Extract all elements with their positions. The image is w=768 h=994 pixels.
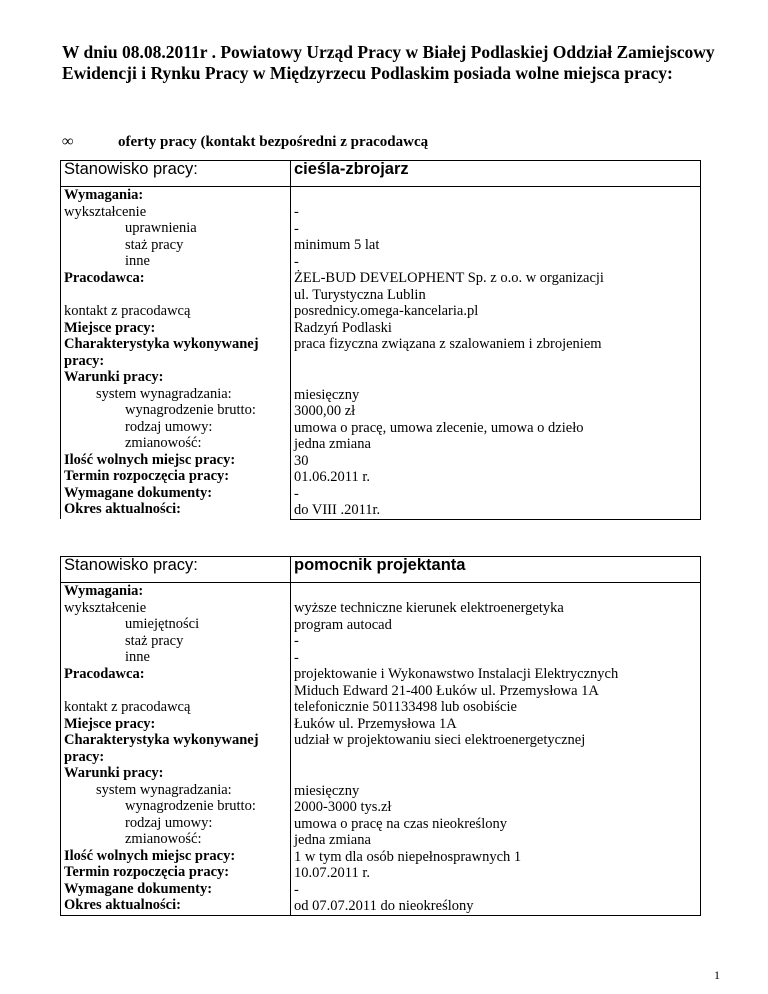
experience-label: staż pracy bbox=[125, 632, 184, 649]
shifts-value: jedna zmiana bbox=[294, 832, 371, 848]
education-value: - bbox=[294, 204, 299, 220]
bullet-text: oferty pracy (kontakt bezpośredni z pracodawcą bbox=[118, 133, 429, 150]
vacancies-label: Ilość wolnych miejsc pracy: bbox=[64, 847, 236, 864]
table-row bbox=[61, 187, 701, 520]
experience-value: - bbox=[294, 633, 299, 649]
documents-value: - bbox=[294, 485, 299, 502]
employer-address: ul. Turystyczna Lublin bbox=[294, 286, 426, 303]
validity-value: od 07.07.2011 do nieokreślony bbox=[294, 898, 474, 914]
salary-system-label: system wynagradzania: bbox=[96, 385, 232, 402]
employer-name: ŻEL-BUD DEVELOPHENT Sp. z o.o. w organizacji bbox=[294, 270, 604, 286]
experience-label: staż pracy bbox=[125, 236, 184, 253]
contract-type-value: umowa o pracę, umowa zlecenie, umowa o dzieło bbox=[294, 419, 584, 436]
characteristics-value: udział w projektowaniu sieci elektroenergetycznej bbox=[294, 732, 586, 748]
gross-salary-label: wynagrodzenie brutto: bbox=[125, 798, 256, 814]
shifts-label: zmianowość: bbox=[125, 435, 202, 451]
gross-salary-value: 2000-3000 tys.zł bbox=[294, 799, 392, 815]
page-number: 1 bbox=[714, 968, 720, 982]
offer-table-1 bbox=[60, 160, 701, 520]
position-label: Stanowisko pracy: bbox=[61, 161, 291, 187]
workplace-label: Miejsce pracy: bbox=[64, 319, 156, 336]
table-row bbox=[61, 557, 701, 583]
contact-label: kontakt z pracodawcą bbox=[64, 303, 191, 319]
workplace-value: Łuków ul. Przemysłowa 1A bbox=[294, 715, 457, 732]
skills-label: umiejętności bbox=[125, 616, 200, 632]
contract-type-label: rodzaj umowy: bbox=[125, 814, 213, 831]
validity-label: Okres aktualności: bbox=[64, 501, 181, 517]
vacancies-value: 1 w tym dla osób niepełnosprawnych 1 bbox=[294, 848, 522, 865]
start-date-value: 10.07.2011 r. bbox=[294, 865, 370, 881]
position-title: pomocnik projektanta bbox=[291, 557, 701, 583]
requirements-label: Wymagania: bbox=[64, 583, 144, 599]
requirements-label: Wymagania: bbox=[64, 187, 144, 203]
skills-value: program autocad bbox=[294, 616, 392, 633]
table-row bbox=[61, 161, 701, 187]
start-date-value: 01.06.2011 r. bbox=[294, 469, 370, 485]
documents-value: - bbox=[294, 881, 299, 898]
workplace-value: Radzyń Podlaski bbox=[294, 319, 392, 336]
characteristics-value: praca fizyczna związana z szalowaniem i zbrojeniem bbox=[294, 336, 602, 352]
experience-value: minimum 5 lat bbox=[294, 237, 380, 253]
education-label: wykształcenie bbox=[64, 203, 147, 220]
characteristics-label: Charakterystyka wykonywanej pracy: bbox=[64, 336, 259, 369]
page-title: W dniu 08.08.2011r . Powiatowy Urząd Pracy w Białej Podlaskiej Oddział Zamiejscowy Ewidencji i Rynku Pracy w Międzyrzecu Podlaskim posiada wolne miejsca pracy: bbox=[62, 42, 715, 83]
contract-type-label: rodzaj umowy: bbox=[125, 418, 213, 435]
other-label: inne bbox=[125, 649, 150, 665]
employer-name: projektowanie i Wykonawstwo Instalacji Elektrycznych bbox=[294, 666, 619, 682]
gross-salary-value: 3000,00 zł bbox=[294, 403, 356, 419]
employer-label: Pracodawca: bbox=[64, 665, 145, 682]
characteristics-label: Charakterystyka wykonywanej pracy: bbox=[64, 732, 259, 765]
shifts-value: jedna zmiana bbox=[294, 436, 371, 452]
contact-value: posrednicy.omega-kancelaria.pl bbox=[294, 303, 479, 319]
education-value: wyższe techniczne kierunek elektroenergetyka bbox=[294, 600, 564, 616]
employer-label: Pracodawca: bbox=[64, 269, 145, 286]
other-value: - bbox=[294, 649, 299, 666]
start-date-label: Termin rozpoczęcia pracy: bbox=[64, 468, 230, 484]
offer-table-2 bbox=[60, 556, 701, 916]
table-row bbox=[61, 583, 701, 916]
contact-label: kontakt z pracodawcą bbox=[64, 699, 191, 715]
salary-system-label: system wynagradzania: bbox=[96, 781, 232, 798]
vacancies-value: 30 bbox=[294, 452, 309, 469]
education-label: wykształcenie bbox=[64, 599, 147, 616]
validity-label: Okres aktualności: bbox=[64, 897, 181, 913]
validity-value: do VIII .2011r. bbox=[294, 502, 381, 518]
workplace-label: Miejsce pracy: bbox=[64, 715, 156, 732]
shifts-label: zmianowość: bbox=[125, 831, 202, 847]
other-label: inne bbox=[125, 253, 150, 269]
salary-system-value: miesięczny bbox=[294, 386, 360, 403]
licenses-value: - bbox=[294, 220, 299, 237]
start-date-label: Termin rozpoczęcia pracy: bbox=[64, 864, 230, 880]
contract-type-value: umowa o pracę na czas nieokreślony bbox=[294, 815, 507, 832]
employer-address: Miduch Edward 21-400 Łuków ul. Przemysłowa 1A bbox=[294, 682, 599, 699]
vacancies-label: Ilość wolnych miejsc pracy: bbox=[64, 451, 236, 468]
position-label: Stanowisko pracy: bbox=[61, 557, 291, 583]
contact-value: telefonicznie 501133498 lub osobiście bbox=[294, 699, 517, 715]
other-value: - bbox=[294, 253, 299, 270]
position-title: cieśla-zbrojarz bbox=[291, 161, 701, 187]
infinity-bullet-icon: ∞ bbox=[62, 133, 74, 150]
documents-label: Wymagane dokumenty: bbox=[64, 880, 213, 897]
conditions-label: Warunki pracy: bbox=[64, 765, 164, 781]
salary-system-value: miesięczny bbox=[294, 782, 360, 799]
gross-salary-label: wynagrodzenie brutto: bbox=[125, 402, 256, 418]
conditions-label: Warunki pracy: bbox=[64, 369, 164, 385]
documents-label: Wymagane dokumenty: bbox=[64, 484, 213, 501]
bullet-line bbox=[62, 133, 428, 151]
licenses-label: uprawnienia bbox=[125, 220, 197, 236]
